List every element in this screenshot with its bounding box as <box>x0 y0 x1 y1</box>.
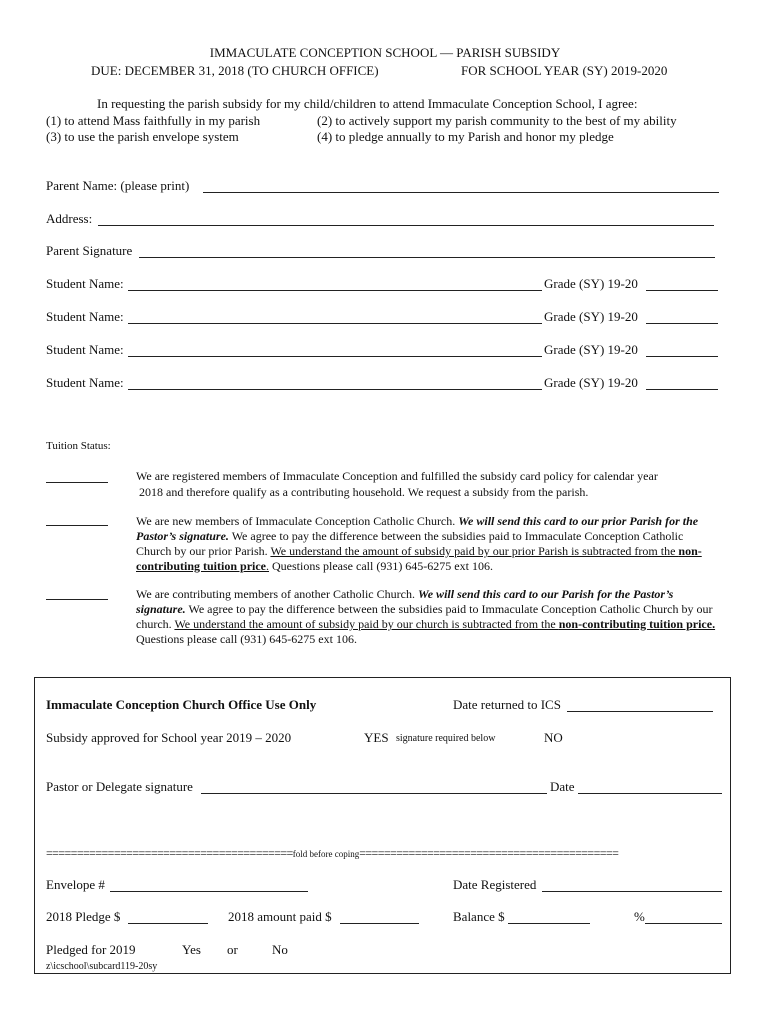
grade-field[interactable] <box>646 389 718 390</box>
pledge-2018-label: 2018 Pledge $ <box>46 909 121 924</box>
page-title: IMMACULATE CONCEPTION SCHOOL — PARISH SUBSIDY <box>209 45 561 60</box>
tuition-option-2-checkline[interactable] <box>46 525 108 526</box>
pledged-no-option[interactable]: No <box>272 942 288 957</box>
date-returned-label: Date returned to ICS <box>453 697 561 712</box>
option-2-text-g: Questions please call (931) 645-6275 ext 106. <box>269 559 493 573</box>
student-name-label: Student Name: <box>46 309 124 324</box>
date-registered-field[interactable] <box>542 891 722 892</box>
yes-option[interactable]: YES <box>364 730 389 745</box>
file-path-footer: z\icschool\subcard119-20sy <box>46 961 158 972</box>
balance-field[interactable] <box>508 923 590 924</box>
student-name-label: Student Name: <box>46 276 124 291</box>
pledged-2019-label: Pledged for 2019 <box>46 942 136 957</box>
pledged-yes-option[interactable]: Yes <box>182 942 201 957</box>
agreement-item-3: (3) to use the parish envelope system <box>46 129 239 144</box>
address-label: Address: <box>46 211 93 226</box>
tuition-option-1-line2: 2018 and therefore qualify as a contributing household. We request a subsidy from the parish. <box>139 485 589 499</box>
grade-label: Grade (SY) 19-20 <box>544 342 638 357</box>
percent-field[interactable] <box>645 923 722 924</box>
or-text: or <box>227 942 238 957</box>
option-3-text-e: non-contributing tuition price. <box>558 617 716 631</box>
office-use-heading: Immaculate Conception Church Office Use Only <box>46 697 317 712</box>
tuition-option-1-checkline[interactable] <box>46 482 108 483</box>
option-2-text-d: We understand the amount of subsidy paid by our prior Parish is subtracted from the <box>270 544 679 558</box>
date-returned-field[interactable] <box>567 711 713 712</box>
agreement-item-4: (4) to pledge annually to my Parish and honor my pledge <box>317 129 614 144</box>
fold-line <box>46 846 618 861</box>
agreement-intro: In requesting the parish subsidy for my child/children to attend Immaculate Conception School, I agree: <box>97 96 638 111</box>
amount-paid-field[interactable] <box>340 923 419 924</box>
school-year: FOR SCHOOL YEAR (SY) 2019-2020 <box>461 63 668 78</box>
tuition-option-3-checkline[interactable] <box>46 599 108 600</box>
tuition-option-2-text <box>136 514 716 574</box>
option-3-text-c: We agree to pay the difference between the subsidies paid to Immaculate Conception Catholic Church by our church. <box>136 602 713 631</box>
office-use-box <box>34 677 731 974</box>
agreement-item-2: (2) to actively support my parish community to the best of my ability <box>317 113 677 128</box>
tuition-option-3-text <box>136 587 716 647</box>
option-2-text-b: We will send this card to our prior Parish for the Pastor’s signature. <box>136 514 699 543</box>
option-3-text-d: We understand the amount of subsidy paid by our church is subtracted from the <box>174 617 559 631</box>
student-name-field[interactable] <box>128 323 542 324</box>
address-field[interactable] <box>98 225 714 226</box>
subsidy-approved-label: Subsidy approved for School year 2019 – 2020 <box>46 730 292 745</box>
envelope-label: Envelope # <box>46 877 105 892</box>
agreement-item-1: (1) to attend Mass faithfully in my parish <box>46 113 261 128</box>
grade-field[interactable] <box>646 290 718 291</box>
grade-field[interactable] <box>646 323 718 324</box>
pastor-date-label: Date <box>550 779 575 794</box>
pledge-2018-field[interactable] <box>128 923 208 924</box>
option-2-text-c: We agree to pay the difference between the subsidies paid to Immaculate Conception Catholic Church by our prior Parish. <box>136 529 684 558</box>
student-name-field[interactable] <box>128 356 542 357</box>
pastor-signature-field[interactable] <box>201 793 547 794</box>
option-2-text-f: . <box>266 559 270 573</box>
option-3-text-a: We are contributing members of another Catholic Church. <box>136 587 418 601</box>
amount-paid-label: 2018 amount paid $ <box>228 909 332 924</box>
option-3-text-g: Questions please call (931) 645-6275 ext 106. <box>136 632 357 646</box>
fold-text: fold before coping <box>292 849 360 859</box>
no-option[interactable]: NO <box>544 730 563 745</box>
tuition-status-label: Tuition Status: <box>46 440 111 452</box>
option-2-text-a: We are new members of Immaculate Conception Catholic Church. <box>136 514 459 528</box>
pastor-date-field[interactable] <box>578 793 722 794</box>
grade-label: Grade (SY) 19-20 <box>544 375 638 390</box>
due-date: DUE: DECEMBER 31, 2018 (TO CHURCH OFFICE) <box>91 63 379 78</box>
date-registered-label: Date Registered <box>453 877 537 892</box>
signature-required-note: signature required below <box>396 733 496 744</box>
percent-label: % <box>634 909 645 924</box>
fold-rule-right: ========================================== <box>359 846 619 860</box>
envelope-field[interactable] <box>110 891 308 892</box>
parent-name-label: Parent Name: (please print) <box>46 178 190 193</box>
student-name-label: Student Name: <box>46 375 124 390</box>
student-name-label: Student Name: <box>46 342 124 357</box>
grade-label: Grade (SY) 19-20 <box>544 309 638 324</box>
option-3-text-b: We will send this card to our Parish for the Pastor’s signature. <box>136 587 674 616</box>
grade-field[interactable] <box>646 356 718 357</box>
pastor-signature-label: Pastor or Delegate signature <box>46 779 193 794</box>
parent-signature-field[interactable] <box>139 257 715 258</box>
fold-rule-left: ======================================== <box>46 846 293 860</box>
balance-label: Balance $ <box>453 909 505 924</box>
student-name-field[interactable] <box>128 389 542 390</box>
parent-signature-label: Parent Signature <box>46 243 133 258</box>
student-name-field[interactable] <box>128 290 542 291</box>
parent-name-field[interactable] <box>203 192 719 193</box>
grade-label: Grade (SY) 19-20 <box>544 276 638 291</box>
option-2-text-e: non-contributing tuition price <box>136 544 702 573</box>
tuition-option-1-line1: We are registered members of Immaculate Conception and fulfilled the subsidy card policy for calendar year <box>136 469 658 483</box>
